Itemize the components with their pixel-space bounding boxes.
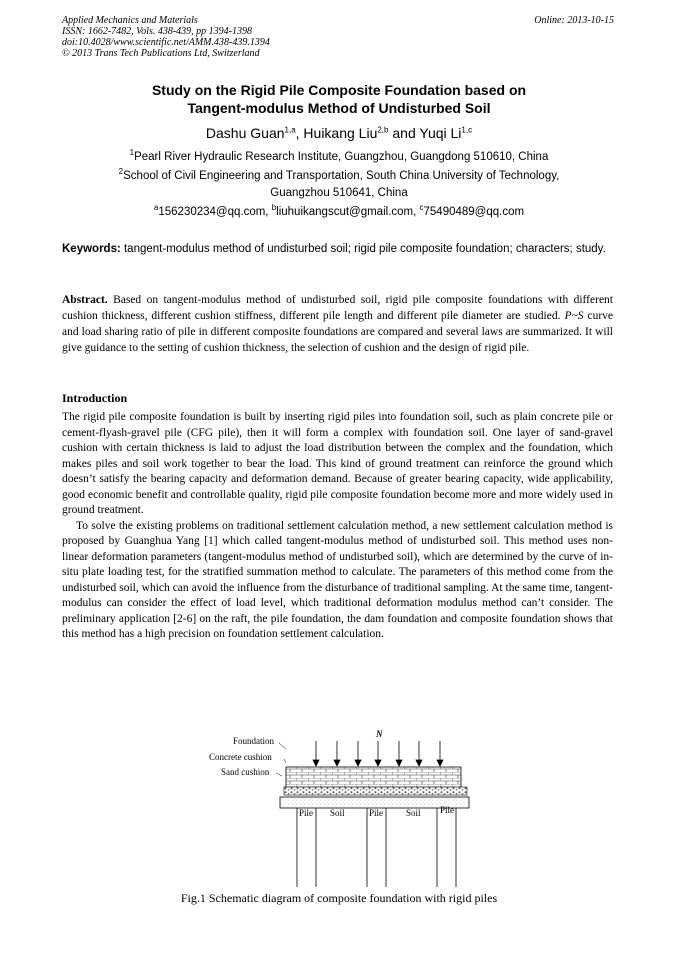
concrete-cushion-layer: [284, 787, 467, 795]
author-sup: 1,a: [284, 125, 296, 135]
introduction-body: [62, 410, 613, 643]
load-arrows: [313, 741, 443, 766]
load-label: N: [376, 729, 383, 739]
affiliation-1: $^1$Pearl River Hydraulic Research Institute, Guangzhou, Guangdong 510610, China: [129, 148, 549, 163]
paper-title: [0, 81, 678, 117]
doi-line: doi:10.4028/www.scientific.net/AMM.438-439.1394: [62, 37, 270, 48]
piles: [297, 808, 456, 887]
abstract: Abstract. Based on tangent-modulus method of undisturbed soil, rigid pile composite foundations with different cushion thickness, different cushion stiffness, different pile length and different pile diameter are studied. P~S curve and load sharing ratio of pile in different composite foundations are compared and several laws are summarized. It will give guidance to the setting of cushion thickness, the selection of cushion and the design of rigid pile.: [62, 294, 613, 354]
paragraph: To solve the existing problems on traditional settlement calculation method, a new settlement calculation method is proposed by Guanghua Yang [1] which called tangent-modulus method of undisturbed soil. This method uses non-linear deformation parameters (tangent-modulus method of undisturbed soil), which are determined by the curve of in-situ plate loading test, for the stratified summation method to calculate. The parameters of this method come from the undisturbed soil, which can avoid the influence from the disturbance of traditional sampling. At the same time, tangent-modulus can consider the effect of load level, which traditional deformation modulus method can’t consider. The preliminary application [2-6] on the raft, the pile foundation, the dam foundation and composite foundation shows that this method has a high precision on foundation settlement calculation.: [62, 519, 613, 640]
email-list: $^a$156230234@qq.com, $^b$liuhuikangscut@gmail.com, $^c$75490489@qq.com: [153, 203, 525, 218]
journal-header: [62, 15, 270, 59]
email: 156230234@qq.com,: [158, 206, 272, 218]
abstract-label: Abstract.: [62, 294, 108, 306]
affiliation-2: $^2$School of Civil Engineering and Transportation, South China University of Technology, Guangzhou 510641, China: [118, 167, 560, 199]
email: 75490489@qq.com: [423, 206, 525, 218]
title-line-2: Tangent-modulus Method of Undisturbed Soil: [187, 100, 491, 116]
author-sup: 2,b: [377, 125, 389, 135]
online-date: Online: 2013-10-15: [534, 15, 614, 26]
author-name: Huikang Liu: [303, 125, 378, 141]
keywords: [62, 241, 612, 257]
sand-cushion-label: Sand cushion: [221, 767, 270, 777]
section-heading-introduction: Introduction: [62, 391, 128, 405]
pile-label: Pile: [440, 805, 455, 815]
paragraph: The rigid pile composite foundation is built by inserting rigid piles into foundation soil, such as plain concrete pile or cement-flyash-gravel pile (CFG pile), then it will form a complex with foundation soil. One layer of sand-gravel cushion with certain thickness is laid to adjust the load distribution between the complex and the foundation, which makes piles and soil work together to bear the load. This kind of ground treatment can reinforce the ground which doesn’t satisfy the bearing capacity and deformation demand. Because of greater bearing capacity, wide applicability, good economic benefit and controllable quality, rigid pile composite foundation become more and more widely used in ground treatment.: [62, 411, 613, 516]
soil-label: Soil: [406, 808, 421, 818]
pile-label: Pile: [369, 808, 384, 818]
email: liuhuikangscut@gmail.com,: [276, 206, 420, 218]
author-name: Dashu Guan: [205, 125, 285, 141]
author-name: Yuqi Li: [419, 125, 462, 141]
author-list: Dashu Guan$^{1,a}$, Huikang Liu$^{2,b}$ and Yuqi Li$^{1,c}$: [205, 125, 473, 141]
leader-lines: [276, 743, 286, 776]
author-sup: 1,c: [461, 125, 473, 135]
foundation-diagram: [200, 727, 478, 887]
foundation-label: Foundation: [233, 736, 275, 746]
figure-composite-foundation: [200, 727, 478, 887]
figure-caption: Fig.1 Schematic diagram of composite foundation with rigid piles: [180, 891, 498, 905]
keywords-label: Keywords:: [62, 243, 121, 255]
pile-label: Pile: [299, 808, 314, 818]
copyright-line: © 2013 Trans Tech Publications Ltd, Switzerland: [62, 48, 260, 59]
concrete-cushion-label: Concrete cushion: [209, 752, 272, 762]
issn-line: ISSN: 1662-7482, Vols. 438-439, pp 1394-1398: [62, 26, 252, 37]
soil-label: Soil: [330, 808, 345, 818]
title-line-1: Study on the Rigid Pile Composite Foundation based on: [151, 82, 527, 98]
journal-name: Applied Mechanics and Materials: [62, 15, 198, 26]
keywords-text: tangent-modulus method of undisturbed soil; rigid pile composite foundation; characters; study.: [120, 243, 606, 255]
